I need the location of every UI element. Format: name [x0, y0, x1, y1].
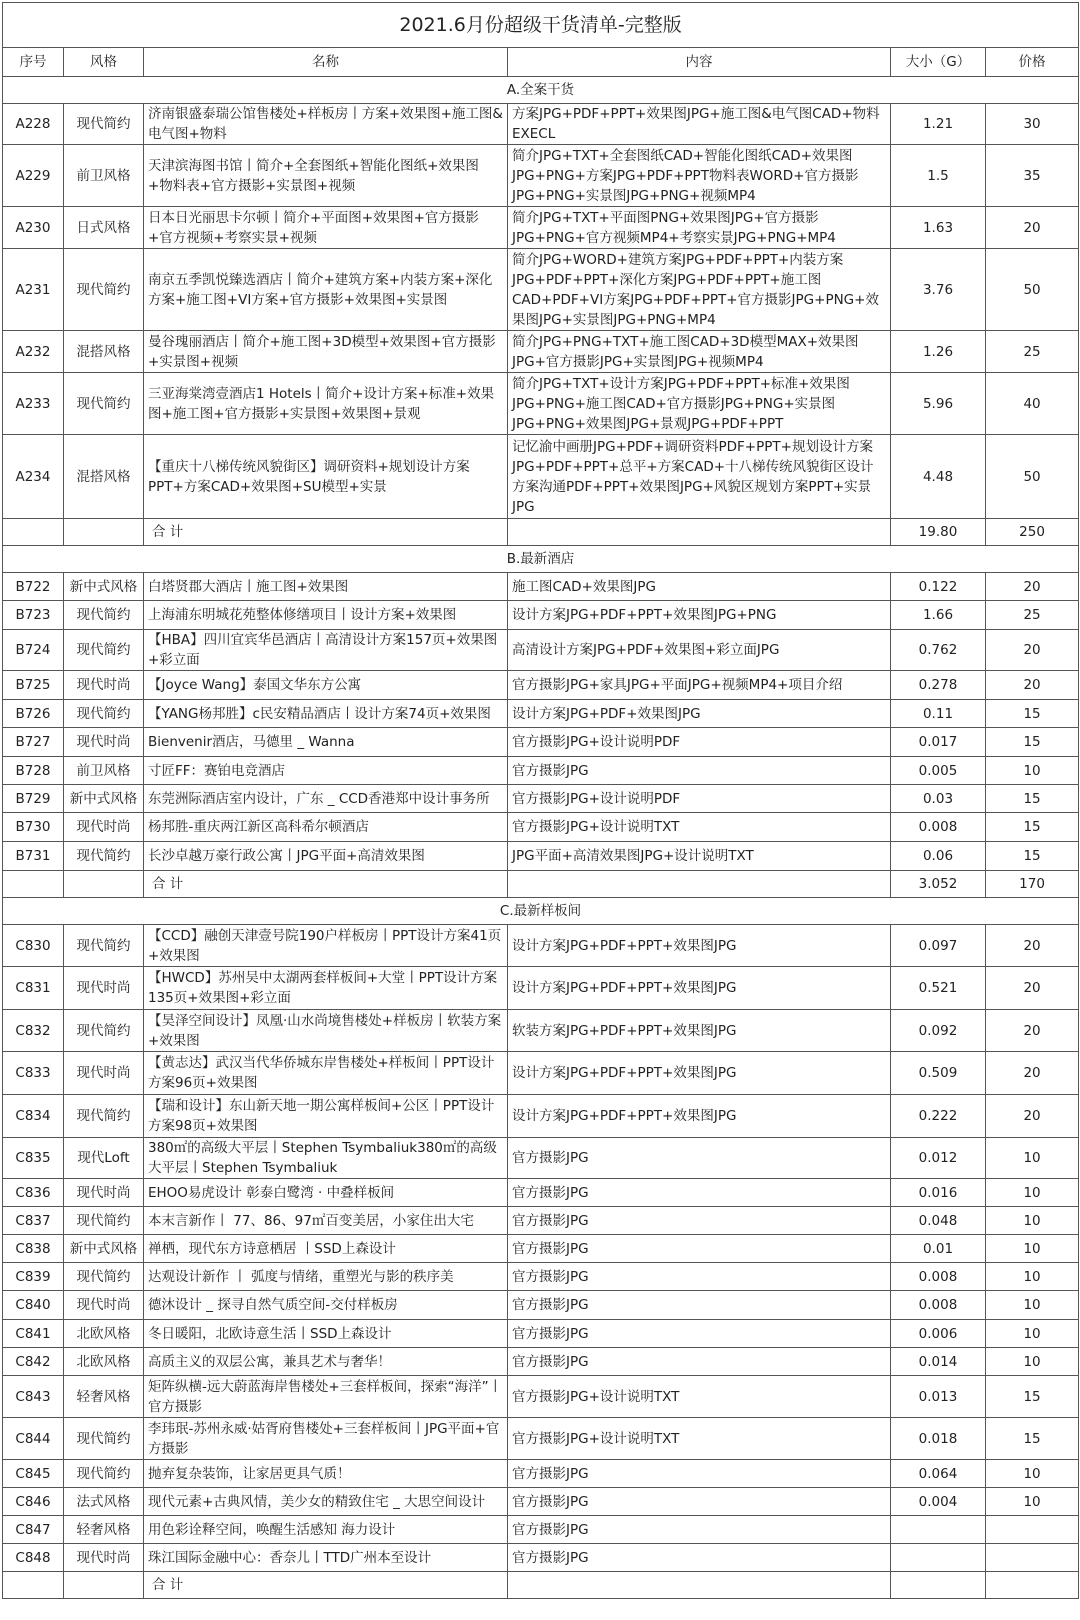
row-size: 0.048	[891, 1207, 986, 1235]
row-style: 现代简约	[64, 373, 144, 435]
row-price: 15	[986, 813, 1079, 842]
row-style: 新中式风格	[64, 1235, 144, 1263]
row-name: 用色彩诠释空间，唤醒生活感知 海力设计	[144, 1516, 508, 1544]
row-style: 现代简约	[64, 1207, 144, 1235]
row-name: 日本日光丽思卡尔顿丨简介+平面图+效果图+官方摄影+官方视频+考察实景+视频	[144, 207, 508, 249]
row-size: 0.521	[891, 967, 986, 1010]
row-size: 0.018	[891, 1418, 986, 1460]
row-style: 现代时尚	[64, 1179, 144, 1207]
row-price: 20	[986, 207, 1079, 249]
row-price: 10	[986, 1263, 1079, 1291]
table-row	[3, 573, 1079, 601]
row-content: 官方摄影JPG+设计说明TXT	[508, 813, 891, 842]
total-empty	[508, 871, 891, 898]
row-name: 【HBA】四川宜宾华邑酒店丨高清设计方案157页+效果图+彩立面	[144, 630, 508, 671]
total-empty	[3, 871, 64, 898]
row-name: 【YANG杨邦胜】c民安精品酒店丨设计方案74页+效果图	[144, 700, 508, 728]
row-name: 白塔贤郡大酒店丨施工图+效果图	[144, 573, 508, 601]
row-content: 官方摄影JPG	[508, 1516, 891, 1544]
row-style: 现代时尚	[64, 671, 144, 700]
total-empty	[3, 519, 64, 546]
row-style: 现代简约	[64, 700, 144, 728]
row-name: 三亚海棠湾壹酒店1 Hotels丨简介+设计方案+标准+效果图+施工图+官方摄影+实景图+效果图+景观	[144, 373, 508, 435]
row-style: 混搭风格	[64, 435, 144, 519]
table-row	[3, 925, 1079, 967]
row-number: A229	[3, 145, 64, 207]
table-row	[3, 1376, 1079, 1418]
row-content: 设计方案JPG+PDF+效果图JPG	[508, 700, 891, 728]
row-size: 1.63	[891, 207, 986, 249]
row-size: 0.014	[891, 1348, 986, 1376]
total-label: 合 计	[144, 1572, 508, 1599]
table-row	[3, 145, 1079, 207]
table-row	[3, 1138, 1079, 1179]
row-price: 10	[986, 1179, 1079, 1207]
row-number: C842	[3, 1348, 64, 1376]
row-name: 珠江国际金融中心：香奈儿丨TTD广州本至设计	[144, 1544, 508, 1572]
row-style: 现代简约	[64, 104, 144, 145]
row-number: C847	[3, 1516, 64, 1544]
row-content: 设计方案JPG+PDF+PPT+效果图JPG	[508, 925, 891, 967]
row-price: 15	[986, 785, 1079, 813]
table-row	[3, 967, 1079, 1010]
total-price: 250	[986, 519, 1079, 546]
row-style: 现代简约	[64, 249, 144, 331]
row-style: 现代Loft	[64, 1138, 144, 1179]
row-name: 天津滨海图书馆丨简介+全套图纸+智能化图纸+效果图+物料表+官方摄影+实景图+视频	[144, 145, 508, 207]
row-size: 0.122	[891, 573, 986, 601]
row-price: 50	[986, 435, 1079, 519]
table-row	[3, 1010, 1079, 1052]
row-number: C843	[3, 1376, 64, 1418]
row-number: A228	[3, 104, 64, 145]
section-header	[3, 898, 1079, 925]
row-size: 1.21	[891, 104, 986, 145]
table-row	[3, 842, 1079, 871]
row-price: 10	[986, 1460, 1079, 1488]
row-content: 简介JPG+TXT+全套图纸CAD+智能化图纸CAD+效果图JPG+PNG+方案JPG+PDF+PPT物料表WORD+官方摄影JPG+PNG+实景图JPG+PNG+视频MP4	[508, 145, 891, 207]
table-row	[3, 104, 1079, 145]
row-size: 0.509	[891, 1052, 986, 1095]
row-content: 官方摄影JPG+家具JPG+平面JPG+视频MP4+项目介绍	[508, 671, 891, 700]
row-style: 现代简约	[64, 1095, 144, 1138]
row-name: 【瑞和设计】东山新天地一期公寓样板间+公区丨PPT设计方案98页+效果图	[144, 1095, 508, 1138]
table-row	[3, 785, 1079, 813]
table-row	[3, 1179, 1079, 1207]
row-price: 15	[986, 728, 1079, 757]
row-content: 官方摄影JPG+设计说明TXT	[508, 1376, 891, 1418]
row-size	[891, 1516, 986, 1544]
row-size: 0.278	[891, 671, 986, 700]
row-number: C839	[3, 1263, 64, 1291]
sheet-title: 2021.6月份超级干货清单-完整版	[3, 3, 1079, 48]
row-size: 0.004	[891, 1488, 986, 1516]
header-no: 序号	[3, 48, 64, 77]
total-empty	[64, 871, 144, 898]
total-empty	[64, 1572, 144, 1599]
row-number: C844	[3, 1418, 64, 1460]
row-price	[986, 1544, 1079, 1572]
row-content: 设计方案JPG+PDF+PPT+效果图JPG	[508, 1052, 891, 1095]
row-style: 现代简约	[64, 630, 144, 671]
row-style: 日式风格	[64, 207, 144, 249]
row-name: 冬日暖阳，北欧诗意生活丨SSD上森设计	[144, 1320, 508, 1348]
row-content: 方案JPG+PDF+PPT+效果图JPG+施工图&电气图CAD+物料EXECL	[508, 104, 891, 145]
row-number: B726	[3, 700, 64, 728]
row-content: 简介JPG+TXT+设计方案JPG+PDF+PPT+标准+效果图JPG+PNG+施工图CAD+官方摄影JPG+PNG+实景图JPG+PNG+效果图JPG+景观JPG+PDF+PPT	[508, 373, 891, 435]
total-label: 合 计	[144, 519, 508, 546]
row-price: 10	[986, 1291, 1079, 1320]
row-number: A230	[3, 207, 64, 249]
total-price: 170	[986, 871, 1079, 898]
row-price: 10	[986, 1235, 1079, 1263]
row-size: 0.11	[891, 700, 986, 728]
row-name: Bienvenir酒店，马德里 _ Wanna	[144, 728, 508, 757]
row-content: 施工图CAD+效果图JPG	[508, 573, 891, 601]
table-row	[3, 1207, 1079, 1235]
row-content: 官方摄影JPG	[508, 1207, 891, 1235]
table-row	[3, 331, 1079, 373]
row-price: 35	[986, 145, 1079, 207]
table-row	[3, 700, 1079, 728]
row-price: 20	[986, 1095, 1079, 1138]
row-content: 官方摄影JPG	[508, 1544, 891, 1572]
row-style: 新中式风格	[64, 785, 144, 813]
row-number: A231	[3, 249, 64, 331]
row-number: B729	[3, 785, 64, 813]
header-price: 价格	[986, 48, 1079, 77]
total-size	[891, 1572, 986, 1599]
row-name: 杨邦胜-重庆两江新区高科希尔顿酒店	[144, 813, 508, 842]
total-price	[986, 1572, 1079, 1599]
table-row	[3, 1488, 1079, 1516]
row-size: 1.26	[891, 331, 986, 373]
row-number: B727	[3, 728, 64, 757]
row-price: 20	[986, 1052, 1079, 1095]
row-name: 【Joyce Wang】泰国文华东方公寓	[144, 671, 508, 700]
row-size: 0.064	[891, 1460, 986, 1488]
row-price: 10	[986, 1488, 1079, 1516]
row-style: 现代时尚	[64, 1544, 144, 1572]
table-row	[3, 728, 1079, 757]
table-row	[3, 601, 1079, 630]
section-header	[3, 77, 1079, 104]
row-name: 【昊泽空间设计】凤凰·山水尚境售楼处+样板房丨软装方案+效果图	[144, 1010, 508, 1052]
row-price: 10	[986, 1348, 1079, 1376]
row-name: 李玮珉-苏州永威·姑胥府售楼处+三套样板间丨JPG平面+官方摄影	[144, 1418, 508, 1460]
row-price: 25	[986, 601, 1079, 630]
row-content: 官方摄影JPG+设计说明TXT	[508, 1418, 891, 1460]
row-content: 官方摄影JPG	[508, 1138, 891, 1179]
row-content: JPG平面+高清效果图JPG+设计说明TXT	[508, 842, 891, 871]
total-empty	[508, 1572, 891, 1599]
row-price: 30	[986, 104, 1079, 145]
row-style: 现代时尚	[64, 813, 144, 842]
row-style: 现代简约	[64, 1263, 144, 1291]
row-name: 高质主义的双层公寓，兼具艺术与奢华！	[144, 1348, 508, 1376]
row-size: 0.008	[891, 813, 986, 842]
row-style: 混搭风格	[64, 331, 144, 373]
row-size: 0.06	[891, 842, 986, 871]
row-number: C841	[3, 1320, 64, 1348]
table-row	[3, 207, 1079, 249]
row-price	[986, 1516, 1079, 1544]
table-row	[3, 1291, 1079, 1320]
row-price: 50	[986, 249, 1079, 331]
table-row	[3, 249, 1079, 331]
row-price: 20	[986, 1010, 1079, 1052]
row-style: 北欧风格	[64, 1348, 144, 1376]
table-row	[3, 1095, 1079, 1138]
total-empty	[508, 519, 891, 546]
table-row	[3, 671, 1079, 700]
row-style: 现代简约	[64, 925, 144, 967]
row-style: 北欧风格	[64, 1320, 144, 1348]
row-number: C845	[3, 1460, 64, 1488]
row-name: 济南银盛泰瑞公馆售楼处+样板房丨方案+效果图+施工图&电气图+物料	[144, 104, 508, 145]
row-content: 官方摄影JPG	[508, 1235, 891, 1263]
row-number: C835	[3, 1138, 64, 1179]
row-style: 现代简约	[64, 601, 144, 630]
row-size: 0.222	[891, 1095, 986, 1138]
row-size: 4.48	[891, 435, 986, 519]
table-row	[3, 435, 1079, 519]
row-size: 0.016	[891, 1179, 986, 1207]
row-size: 0.01	[891, 1235, 986, 1263]
row-price: 25	[986, 331, 1079, 373]
row-content: 简介JPG+PNG+TXT+施工图CAD+3D模型MAX+效果图JPG+官方摄影JPG+实景图JPG+视频MP4	[508, 331, 891, 373]
row-name: 【HWCD】苏州吴中太湖两套样板间+大堂丨PPT设计方案135页+效果图+彩立面	[144, 967, 508, 1010]
row-style: 现代时尚	[64, 728, 144, 757]
row-name: 东莞洲际酒店室内设计，广东 _ CCD香港郑中设计事务所	[144, 785, 508, 813]
row-price: 10	[986, 757, 1079, 785]
row-number: B724	[3, 630, 64, 671]
row-price: 15	[986, 1376, 1079, 1418]
row-number: B722	[3, 573, 64, 601]
row-content: 设计方案JPG+PDF+PPT+效果图JPG	[508, 1095, 891, 1138]
row-style: 前卫风格	[64, 757, 144, 785]
row-style: 现代简约	[64, 1460, 144, 1488]
row-price: 15	[986, 700, 1079, 728]
row-number: A233	[3, 373, 64, 435]
table-row	[3, 630, 1079, 671]
section-title: A.全案干货	[3, 77, 1079, 104]
total-row	[3, 1572, 1079, 1599]
total-row	[3, 519, 1079, 546]
row-style: 法式风格	[64, 1488, 144, 1516]
row-name: 本末言新作丨 77、86、97㎡百变美居，小家住出大宅	[144, 1207, 508, 1235]
table-row	[3, 1544, 1079, 1572]
row-number: B725	[3, 671, 64, 700]
row-size: 0.017	[891, 728, 986, 757]
total-row	[3, 871, 1079, 898]
row-content: 官方摄影JPG	[508, 1263, 891, 1291]
row-number: C831	[3, 967, 64, 1010]
row-content: 官方摄影JPG	[508, 1179, 891, 1207]
row-style: 现代简约	[64, 1418, 144, 1460]
row-name: 长沙卓越万豪行政公寓丨JPG平面+高清效果图	[144, 842, 508, 871]
row-number: A234	[3, 435, 64, 519]
row-name: 达观设计新作 丨 弧度与情绪，重塑光与影的秩序美	[144, 1263, 508, 1291]
row-content: 官方摄影JPG+设计说明PDF	[508, 728, 891, 757]
row-price: 20	[986, 671, 1079, 700]
section-title: C.最新样板间	[3, 898, 1079, 925]
row-number: C837	[3, 1207, 64, 1235]
row-content: 官方摄影JPG	[508, 1291, 891, 1320]
row-number: C833	[3, 1052, 64, 1095]
row-price: 40	[986, 373, 1079, 435]
price-list-sheet	[2, 2, 1078, 1599]
row-number: C848	[3, 1544, 64, 1572]
row-number: B731	[3, 842, 64, 871]
row-size: 0.006	[891, 1320, 986, 1348]
row-name: 南京五季凯悦臻选酒店丨简介+建筑方案+内装方案+深化方案+施工图+VI方案+官方摄影+效果图+实景图	[144, 249, 508, 331]
table-row	[3, 1235, 1079, 1263]
row-number: C846	[3, 1488, 64, 1516]
row-size: 3.76	[891, 249, 986, 331]
row-size: 0.03	[891, 785, 986, 813]
row-name: 现代元素+古典风情，美少女的精致住宅 _ 大思空间设计	[144, 1488, 508, 1516]
row-name: 寸匠FF：赛铂电竞酒店	[144, 757, 508, 785]
row-size: 1.66	[891, 601, 986, 630]
row-size: 1.5	[891, 145, 986, 207]
row-name: EHOO易虎设计 彰泰白鹭湾 · 中叠样板间	[144, 1179, 508, 1207]
row-content: 简介JPG+WORD+建筑方案JPG+PDF+PPT+内装方案JPG+PDF+PPT+深化方案JPG+PDF+PPT+施工图CAD+PDF+VI方案JPG+PDF+PPT+官方摄影JPG+PNG+效果图JPG+实景图JPG+PNG+MP4	[508, 249, 891, 331]
row-name: 曼谷瑰丽酒店丨简介+施工图+3D模型+效果图+官方摄影+实景图+视频	[144, 331, 508, 373]
row-content: 官方摄影JPG	[508, 757, 891, 785]
row-price: 10	[986, 1138, 1079, 1179]
row-content: 官方摄影JPG	[508, 1348, 891, 1376]
row-content: 官方摄影JPG	[508, 1460, 891, 1488]
row-size: 0.012	[891, 1138, 986, 1179]
total-size: 19.80	[891, 519, 986, 546]
row-number: C834	[3, 1095, 64, 1138]
header-content: 内容	[508, 48, 891, 77]
total-size: 3.052	[891, 871, 986, 898]
row-style: 前卫风格	[64, 145, 144, 207]
row-content: 官方摄影JPG	[508, 1320, 891, 1348]
row-price: 20	[986, 967, 1079, 1010]
row-style: 现代简约	[64, 1010, 144, 1052]
header-row	[3, 48, 1079, 77]
table-row	[3, 757, 1079, 785]
row-price: 20	[986, 925, 1079, 967]
row-number: C832	[3, 1010, 64, 1052]
row-name: 【黄志达】武汉当代华侨城东岸售楼处+样板间丨PPT设计方案96页+效果图	[144, 1052, 508, 1095]
row-content: 高清设计方案JPG+PDF+效果图+彩立面JPG	[508, 630, 891, 671]
row-content: 记忆渝中画册JPG+PDF+调研资料PDF+PPT+规划设计方案JPG+PDF+PPT+总平+方案CAD+十八梯传统风貌街区设计方案沟通PDF+PPT+效果图JPG+风貌区规划方案PPT+实景JPG	[508, 435, 891, 519]
row-style: 新中式风格	[64, 573, 144, 601]
row-size	[891, 1544, 986, 1572]
title-row	[3, 3, 1079, 48]
row-content: 软装方案JPG+PDF+PPT+效果图JPG	[508, 1010, 891, 1052]
row-content: 设计方案JPG+PDF+PPT+效果图JPG	[508, 967, 891, 1010]
table-row	[3, 1052, 1079, 1095]
row-number: C830	[3, 925, 64, 967]
table-row	[3, 373, 1079, 435]
row-price: 20	[986, 573, 1079, 601]
table-row	[3, 1348, 1079, 1376]
row-number: B723	[3, 601, 64, 630]
row-size: 0.762	[891, 630, 986, 671]
row-content: 设计方案JPG+PDF+PPT+效果图JPG+PNG	[508, 601, 891, 630]
table-row	[3, 1460, 1079, 1488]
row-number: B728	[3, 757, 64, 785]
row-style: 现代简约	[64, 842, 144, 871]
table-row	[3, 1263, 1079, 1291]
price-list-table	[2, 2, 1079, 1599]
row-name: 矩阵纵横-远大蔚蓝海岸售楼处+三套样板间，探索“海洋”丨官方摄影	[144, 1376, 508, 1418]
row-style: 轻奢风格	[64, 1516, 144, 1544]
row-number: B730	[3, 813, 64, 842]
row-name: 380㎡的高级大平层丨Stephen Tsymbaliuk380㎡的高级大平层丨Stephen Tsymbaliuk	[144, 1138, 508, 1179]
total-empty	[3, 1572, 64, 1599]
section-title: B.最新酒店	[3, 546, 1079, 573]
row-style: 现代时尚	[64, 967, 144, 1010]
row-style: 现代时尚	[64, 1291, 144, 1320]
row-name: 【CCD】融创天津壹号院190户样板房丨PPT设计方案41页+效果图	[144, 925, 508, 967]
row-style: 现代时尚	[64, 1052, 144, 1095]
row-price: 15	[986, 842, 1079, 871]
table-row	[3, 1516, 1079, 1544]
row-size: 0.008	[891, 1263, 986, 1291]
row-price: 10	[986, 1320, 1079, 1348]
row-content: 简介JPG+TXT+平面图PNG+效果图JPG+官方摄影JPG+PNG+官方视频MP4+考察实景JPG+PNG+MP4	[508, 207, 891, 249]
row-name: 禅栖，现代东方诗意栖居 丨SSD上森设计	[144, 1235, 508, 1263]
row-name: 上海浦东明城花苑整体修缮项目丨设计方案+效果图	[144, 601, 508, 630]
row-name: 【重庆十八梯传统风貌街区】调研资料+规划设计方案PPT+方案CAD+效果图+SU模型+实景	[144, 435, 508, 519]
row-price: 20	[986, 630, 1079, 671]
row-size: 0.013	[891, 1376, 986, 1418]
row-style: 轻奢风格	[64, 1376, 144, 1418]
row-size: 0.005	[891, 757, 986, 785]
row-content: 官方摄影JPG	[508, 1488, 891, 1516]
row-number: C836	[3, 1179, 64, 1207]
total-label: 合 计	[144, 871, 508, 898]
row-content: 官方摄影JPG+设计说明PDF	[508, 785, 891, 813]
header-name: 名称	[144, 48, 508, 77]
row-size: 0.097	[891, 925, 986, 967]
table-row	[3, 1418, 1079, 1460]
row-name: 德沐设计 _ 探寻自然气质空间-交付样板房	[144, 1291, 508, 1320]
row-size: 5.96	[891, 373, 986, 435]
total-empty	[64, 519, 144, 546]
table-row	[3, 813, 1079, 842]
row-name: 抛弃复杂装饰，让家居更具气质！	[144, 1460, 508, 1488]
row-price: 15	[986, 1418, 1079, 1460]
row-size: 0.008	[891, 1291, 986, 1320]
row-price: 10	[986, 1207, 1079, 1235]
table-row	[3, 1320, 1079, 1348]
section-header	[3, 546, 1079, 573]
row-size: 0.092	[891, 1010, 986, 1052]
header-size: 大小（G）	[891, 48, 986, 77]
row-number: C840	[3, 1291, 64, 1320]
header-style: 风格	[64, 48, 144, 77]
row-number: A232	[3, 331, 64, 373]
row-number: C838	[3, 1235, 64, 1263]
